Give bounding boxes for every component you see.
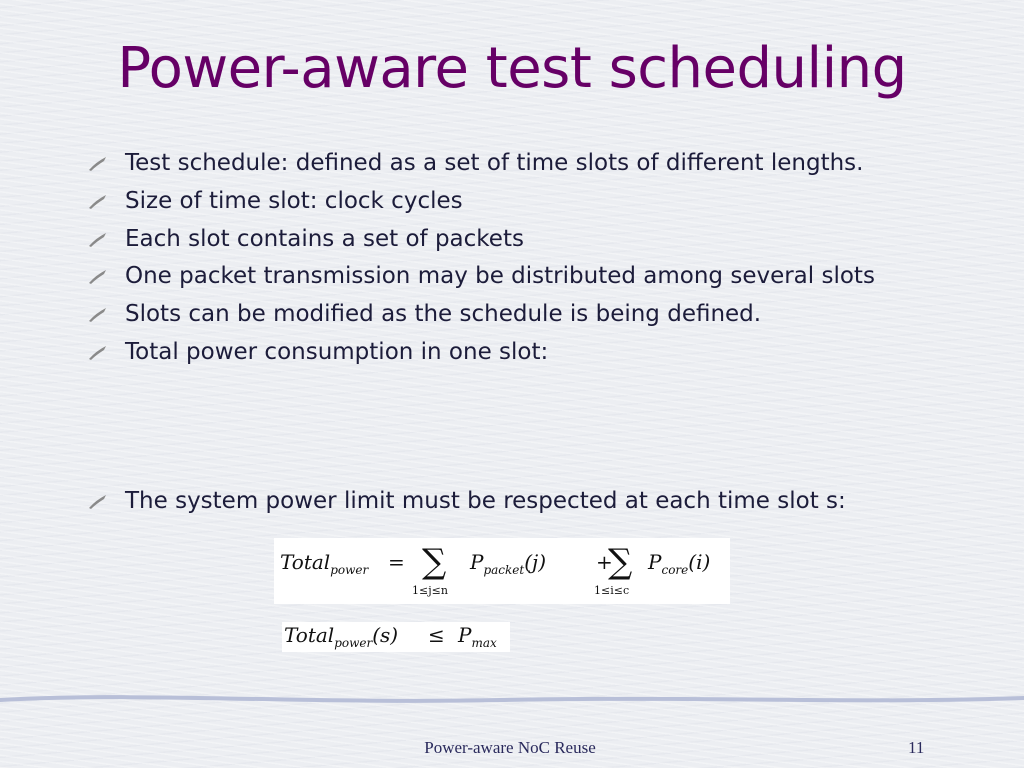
pencil-stroke-icon — [86, 306, 108, 324]
pencil-stroke-icon — [86, 155, 108, 173]
bullet-text: The system power limit must be respected at each time slot s: — [125, 488, 846, 514]
bullet-text: Slots can be modified as the schedule is being defined. — [125, 301, 762, 327]
bullet-text: Test schedule: defined as a set of time slots of different lengths. — [125, 150, 864, 176]
footer-title: Power-aware NoC Reuse — [424, 738, 596, 757]
formula-lhs: Total$_{power}$ — [280, 550, 369, 577]
footer-divider-swoosh — [0, 686, 1024, 710]
pencil-stroke-icon — [86, 268, 108, 286]
pencil-stroke-icon — [86, 493, 108, 511]
slide-title: Power-aware test scheduling — [117, 36, 907, 101]
core-power-term: $P_{core}(i)$ — [648, 550, 711, 577]
pencil-stroke-icon — [86, 231, 108, 249]
leq-sign: ≤ — [428, 623, 445, 647]
summation-icon: ∑ — [422, 542, 447, 582]
formula-lhs: Total$_{power}$(s) — [284, 623, 399, 650]
bullet-text: One packet transmission may be distributed among several slots — [125, 263, 875, 289]
bullet-text: Size of time slot: clock cycles — [125, 188, 463, 214]
total-power-formula — [274, 538, 730, 604]
summation-icon: ∑ — [608, 542, 633, 582]
bullet-text: Total power consumption in one slot: — [125, 339, 549, 365]
sum-limit-packets: 1≤j≤n — [412, 584, 448, 597]
page-number: 11 — [908, 738, 925, 757]
bullet-text: Each slot contains a set of packets — [125, 226, 524, 252]
power-limit-formula — [282, 622, 510, 652]
pencil-stroke-icon — [86, 344, 108, 362]
plus-sign: + — [596, 550, 613, 574]
equals-sign: = — [388, 550, 405, 574]
formula-rhs: $P_{max}$ — [458, 623, 497, 650]
sum-limit-cores: 1≤i≤c — [594, 584, 630, 597]
pencil-stroke-icon — [86, 193, 108, 211]
packet-power-term: $P_{packet}(j)$ — [470, 550, 547, 577]
